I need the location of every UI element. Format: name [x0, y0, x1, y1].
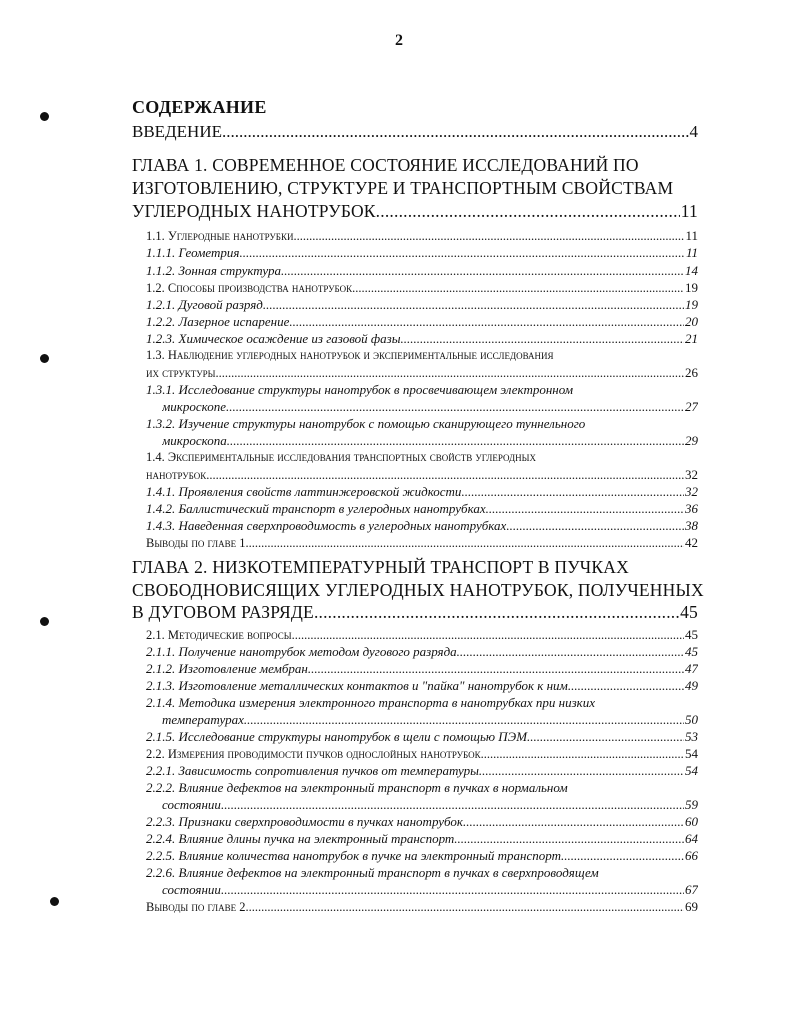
toc-entry-2-1-5[interactable] [146, 729, 698, 745]
dot-leader [293, 229, 684, 244]
toc-entry-conclusions-1[interactable] [146, 535, 698, 551]
toc-entry-page: 19 [685, 297, 698, 312]
toc-entry-conclusions-2[interactable] [146, 899, 698, 915]
toc-entry-1-1[interactable] [146, 228, 698, 244]
toc-entry-page: 11 [685, 228, 698, 243]
toc-entry-intro[interactable] [132, 122, 698, 142]
toc-entry-1-2-1[interactable] [146, 297, 698, 313]
toc-entry-label: 2.1.3. Изготовление металлических контактов и "пайка" нанотрубок к ним [146, 678, 568, 693]
toc-entry-page: 47 [685, 661, 698, 676]
toc-entry-label: 2.2.1. Зависимость сопротивления пучков от температуры [146, 763, 479, 778]
chapter-2-title-line1: ГЛАВА 2. НИЗКОТЕМПЕРАТУРНЫЙ ТРАНСПОРТ В ПУЧКАХ [132, 557, 629, 577]
dot-leader [457, 644, 684, 660]
dot-leader [206, 468, 684, 483]
toc-entry-page: 27 [685, 399, 698, 414]
dot-leader [463, 814, 684, 830]
toc-heading: СОДЕРЖАНИЕ [132, 97, 267, 117]
toc-entry-1-1-2[interactable] [146, 263, 698, 279]
toc-entry-label: 1.2. Способы производства нанотрубок [146, 281, 353, 295]
toc-entry-page: 38 [685, 518, 698, 533]
toc-entry-label: 2.1.1. Получение нанотрубок методом дугового разряда [146, 644, 457, 659]
chapter-1-title-line3: УГЛЕРОДНЫХ НАНОТРУБОК. [132, 201, 381, 221]
toc-entry-2-1-4-line1: 2.1.4. Методика измерения электронного транспорта в нанотрубках при низких [146, 695, 596, 710]
chapter-1-title-line2: ИЗГОТОВЛЕНИЮ, СТРУКТУРЕ И ТРАНСПОРТНЫМ СВОЙСТВАМ [132, 178, 674, 198]
toc-entry-chapter-2[interactable] [132, 602, 698, 623]
toc-entry-label: 1.1.1. Геометрия [146, 245, 240, 260]
toc-entry-2-1-4[interactable] [162, 712, 698, 728]
toc-entry-label: 2.1.5. Исследование структуры нанотрубок в щели с помощью ПЭМ [146, 729, 528, 744]
dot-leader [401, 331, 684, 347]
toc-entry-page: 32 [685, 467, 698, 482]
dot-leader [244, 712, 684, 728]
toc-entry-label: 2.2.4. Влияние длины пучка на электронный транспорт [146, 831, 455, 846]
dot-leader [527, 729, 684, 745]
dot-leader [221, 797, 684, 813]
toc-entry-label: 1.2.3. Химическое осаждение из газовой фазы [146, 331, 401, 346]
toc-entry-label: 1.2.1. Дуговой разряд [146, 297, 263, 312]
toc-entry-page: 42 [685, 535, 698, 550]
toc-entry-page: 64 [685, 831, 698, 846]
toc-entry-2-2-2[interactable] [162, 797, 698, 813]
toc-entry-2-2-4[interactable] [146, 831, 698, 847]
toc-entry-label: 2.2. Измерения проводимости пучков однослойных нанотрубок [146, 747, 481, 761]
dot-leader [227, 433, 684, 449]
toc-entry-2-2-3[interactable] [146, 814, 698, 830]
dot-leader [221, 882, 684, 898]
page-number: 2 [395, 32, 403, 49]
toc-entry-page: 69 [685, 899, 698, 914]
toc-entry-label: 2.1.2. Изготовление мембран [146, 661, 308, 676]
toc-entry-2-1-2[interactable] [146, 661, 698, 677]
dot-leader [352, 281, 684, 296]
toc-entry-page: 21 [685, 331, 698, 346]
toc-entry-page: 20 [685, 314, 698, 329]
toc-entry-label: ВВЕДЕНИЕ [132, 122, 222, 141]
dot-leader [216, 366, 684, 381]
toc-entry-page: 19 [685, 280, 698, 295]
dot-leader [226, 399, 684, 415]
toc-entry-page: 60 [685, 814, 698, 829]
toc-entry-1-4-line1: 1.4. Экспериментальные исследования транспортных свойств углеродных [146, 450, 537, 464]
dot-leader [506, 518, 684, 534]
toc-entry-label: микроскопе [162, 399, 227, 414]
toc-entry-page: 14 [685, 263, 698, 278]
toc-entry-page: 11 [685, 245, 698, 260]
toc-entry-2-1[interactable] [146, 627, 698, 643]
toc-entry-label: 2.2.5. Влияние количества нанотрубок в пучке на электронный транспорт [146, 848, 561, 863]
toc-entry-2-2-6-line1: 2.2.6. Влияние дефектов на электронный транспорт в пучках в сверхпроводящем [146, 865, 599, 880]
toc-entry-1-2-3[interactable] [146, 331, 698, 347]
dot-leader [568, 678, 684, 694]
toc-entry-label: Выводы по главе 1 [146, 536, 246, 550]
toc-entry-page: 45 [685, 644, 698, 659]
toc-entry-label: 1.4.1. Проявления свойств латтинжеровской жидкости [146, 484, 462, 499]
toc-entry-1-1-1[interactable] [146, 245, 698, 261]
toc-entry-1-4-3[interactable] [146, 518, 698, 534]
toc-entry-2-2-6[interactable] [162, 882, 698, 898]
toc-entry-page: 45 [685, 627, 698, 642]
toc-entry-1-3-line1: 1.3. Наблюдение углеродных нанотрубок и экспериментальные исследования [146, 348, 554, 362]
toc-entry-1-3-2[interactable] [162, 433, 698, 449]
toc-entry-chapter-1[interactable] [132, 201, 698, 222]
chapter-2-title-line2: СВОБОДНОВИСЯЩИХ УГЛЕРОДНЫХ НАНОТРУБОК, ПОЛУЧЕННЫХ [132, 580, 704, 600]
toc-entry-label: состоянии [162, 882, 221, 897]
toc-entry-2-2-1[interactable] [146, 763, 698, 779]
toc-entry-page: 45 [680, 602, 698, 622]
toc-entry-page: 50 [685, 712, 698, 727]
toc-entry-label: 2.2.3. Признаки сверхпроводимости в пучках нанотрубок [146, 814, 463, 829]
toc-entry-label: 1.1. Углеродные нанотрубки [146, 229, 294, 243]
toc-entry-page: 32 [685, 484, 698, 499]
punch-hole-mark [50, 897, 59, 906]
dot-leader [292, 628, 684, 643]
toc-entry-1-4[interactable] [146, 467, 698, 483]
dot-leader [289, 314, 684, 330]
toc-entry-label: 1.4.2. Баллистический транспорт в углеродных нанотрубках [146, 501, 486, 516]
toc-entry-label: их структуры [146, 366, 216, 380]
toc-entry-2-2[interactable] [146, 746, 698, 762]
toc-entry-page: 4 [689, 122, 698, 141]
dot-leader [281, 263, 684, 279]
dot-leader [245, 536, 684, 551]
toc-entry-1-3-1-line1: 1.3.1. Исследование структуры нанотрубок в просвечивающем электронном [146, 382, 574, 397]
punch-hole-mark [40, 617, 49, 626]
toc-entry-1-4-1[interactable] [146, 484, 698, 500]
dot-leader [481, 747, 684, 762]
dot-leader [461, 484, 684, 500]
dot-leader [314, 602, 679, 623]
toc-entry-1-3-1[interactable] [162, 399, 698, 415]
toc-entry-label: 2.1. Методические вопросы [146, 628, 292, 642]
dot-leader [454, 831, 684, 847]
toc-entry-2-1-3[interactable] [146, 678, 698, 694]
toc-entry-page: 49 [685, 678, 698, 693]
toc-entry-page: 53 [685, 729, 698, 744]
dot-leader [479, 763, 684, 779]
toc-entry-1-3[interactable] [146, 365, 698, 381]
dot-leader [263, 297, 684, 313]
dot-leader [380, 201, 679, 222]
toc-entry-1-3-2-line1: 1.3.2. Изучение структуры нанотрубок с помощью сканирующего туннельного [146, 416, 586, 431]
punch-hole-mark [40, 112, 49, 121]
toc-entry-label: состоянии [162, 797, 221, 812]
toc-entry-label: температурах [162, 712, 244, 727]
toc-entry-page: 11 [680, 201, 698, 221]
punch-hole-mark [40, 354, 49, 363]
toc-entry-label: 1.4.3. Наведенная сверхпроводимость в углеродных нанотрубках [146, 518, 507, 533]
dot-leader [561, 848, 684, 864]
toc-entry-2-2-2-line1: 2.2.2. Влияние дефектов на электронный транспорт в пучках в нормальном [146, 780, 568, 795]
toc-entry-page: 66 [685, 848, 698, 863]
chapter-1-title-line1: ГЛАВА 1. СОВРЕМЕННОЕ СОСТОЯНИЕ ИССЛЕДОВАНИЙ ПО [132, 155, 639, 175]
chapter-2-title-line3: В ДУГОВОМ РАЗРЯДЕ [132, 602, 314, 622]
toc-entry-page: 54 [685, 763, 698, 778]
toc-entry-1-2[interactable] [146, 280, 698, 296]
toc-entry-label: Выводы по главе 2 [146, 900, 246, 914]
dot-leader [239, 245, 685, 261]
toc-entry-label: 1.1.2. Зонная структура [146, 263, 281, 278]
toc-entry-label: нанотрубок [146, 468, 207, 482]
toc-entry-page: 36 [685, 501, 698, 516]
dot-leader [222, 122, 689, 142]
toc-entry-page: 54 [685, 746, 698, 761]
toc-entry-label: 1.2.2. Лазерное испарение [146, 314, 290, 329]
toc-entry-page: 59 [685, 797, 698, 812]
toc-entry-page: 26 [685, 365, 698, 380]
dot-leader [245, 900, 684, 915]
toc-entry-page: 67 [685, 882, 698, 897]
toc-entry-1-2-2[interactable] [146, 314, 698, 330]
dot-leader [308, 661, 684, 677]
dot-leader [486, 501, 684, 517]
toc-entry-1-4-2[interactable] [146, 501, 698, 517]
toc-entry-label: микроскопа [162, 433, 227, 448]
toc-entry-2-1-1[interactable] [146, 644, 698, 660]
toc-entry-page: 29 [685, 433, 698, 448]
toc-entry-2-2-5[interactable] [146, 848, 698, 864]
